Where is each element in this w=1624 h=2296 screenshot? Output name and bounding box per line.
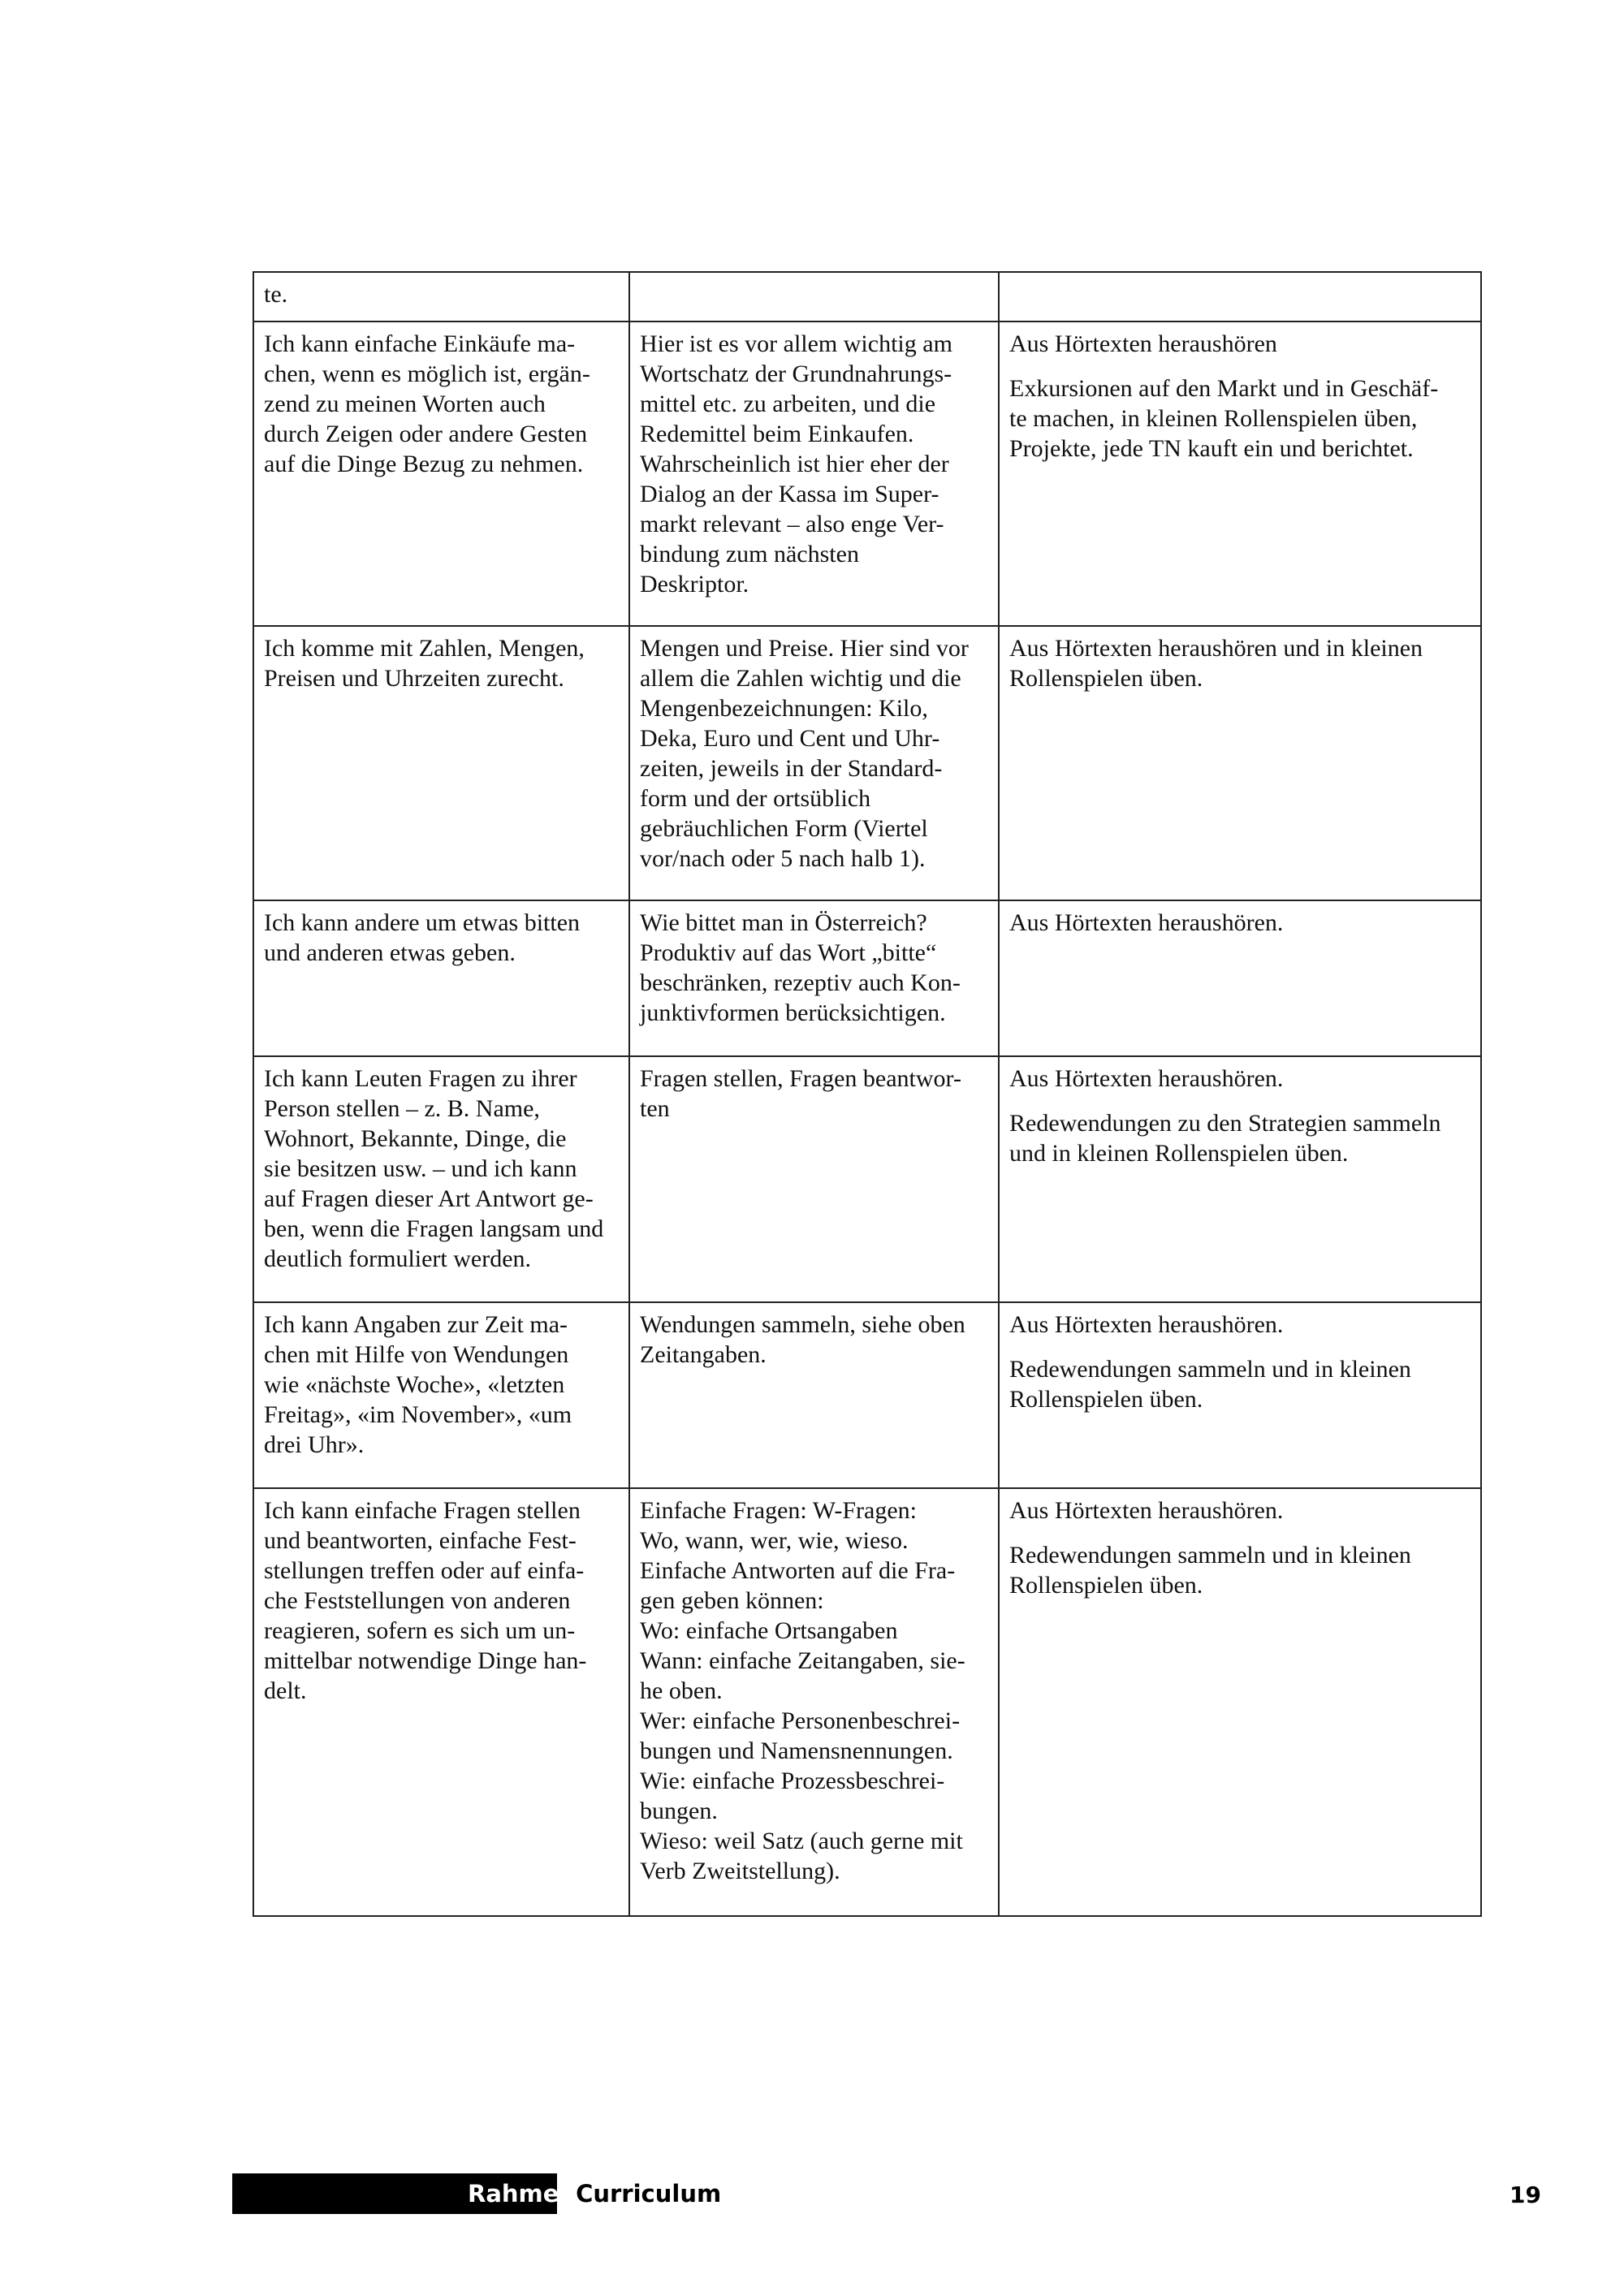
descriptor-text: Ich kann Angaben zur Zeit ma- chen mit Hilfe von Wendungen wie «nächste Woche», «letzten Freitag», «im November», «um drei Uhr».: [264, 1311, 572, 1458]
activities-cell: [999, 1302, 1481, 1488]
notes-cell: [629, 1302, 999, 1488]
notes-cell: [629, 272, 999, 322]
activities-cell: [999, 626, 1481, 900]
table-row: [253, 1056, 1481, 1302]
descriptor-cell: [253, 900, 629, 1056]
descriptor-cell: [253, 322, 629, 626]
notes-text: Hier ist es vor allem wichtig am Wortschatz der Grundnahrungs- mittel etc. zu arbeiten, und die Redemittel beim Einkaufen. Wahrscheinlich ist hier eher der Dialog an der Kassa im Super- markt relevant – also enge Ver- bindung zum nächsten Deskriptor.: [640, 330, 952, 598]
activities-cell: [999, 1488, 1481, 1916]
table-row: [253, 1302, 1481, 1488]
curriculum-table: [253, 271, 1482, 1917]
table-row: [253, 626, 1481, 900]
notes-cell: [629, 626, 999, 900]
notes-text: Mengen und Preise. Hier sind vor allem die Zahlen wichtig und die Mengenbezeichnungen: Kilo, Deka, Euro und Cent und Uhr- zeiten, jeweils in der Standard- form und der ortsüblich gebräuchlichen Form (Viertel vor/nach oder 5 nach halb 1).: [640, 635, 969, 872]
notes-text: Fragen stellen, Fragen beantwor- ten: [640, 1065, 961, 1122]
activity-text: Redewendungen sammeln und in kleinen Rollenspielen üben.: [1009, 1542, 1411, 1599]
brand-part1: Rahmen: [468, 2180, 577, 2208]
notes-cell: [629, 322, 999, 626]
descriptor-cell: [253, 626, 629, 900]
descriptor-cell: [253, 272, 629, 322]
activities-cell: [999, 900, 1481, 1056]
notes-cell: [629, 1056, 999, 1302]
descriptor-text: te.: [264, 281, 288, 308]
activity-text: Redewendungen sammeln und in kleinen Rollenspielen üben.: [1009, 1356, 1411, 1413]
notes-text: Wendungen sammeln, siehe oben Zeitangaben.: [640, 1311, 965, 1368]
activity-text: Aus Hörtexten heraushören.: [1009, 1497, 1284, 1524]
activity-text: Exkursionen auf den Markt und in Geschäf- te machen, in kleinen Rollenspielen üben, Projekte, jede TN kauft ein und berichtet.: [1009, 375, 1439, 462]
descriptor-text: Ich kann einfache Einkäufe ma- chen, wenn es möglich ist, ergän- zend zu meinen Worten auch durch Zeigen oder andere Gesten auf die Dinge Bezug zu nehmen.: [264, 330, 590, 477]
notes-cell: [629, 1488, 999, 1916]
descriptor-text: Ich kann andere um etwas bitten und anderen etwas geben.: [264, 909, 581, 966]
brand-part2: Curriculum: [576, 2180, 722, 2208]
activity-text: Aus Hörtexten heraushören: [1009, 330, 1277, 357]
activity-text: Redewendungen zu den Strategien sammeln und in kleinen Rollenspielen üben.: [1009, 1110, 1441, 1167]
activities-cell: [999, 272, 1481, 322]
activities-cell: [999, 1056, 1481, 1302]
brand-logo: [468, 2180, 721, 2208]
page-number: 19: [1510, 2182, 1541, 2208]
descriptor-text: Ich kann Leuten Fragen zu ihrer Person stellen – z. B. Name, Wohnort, Bekannte, Dinge, die sie besitzen usw. – und ich kann auf Fragen dieser Art Antwort ge- ben, wenn die Fragen langsam und deutlich formuliert werden.: [264, 1065, 604, 1272]
table-row: [253, 272, 1481, 322]
activity-text: Aus Hörtexten heraushören.: [1009, 909, 1284, 936]
activity-text: Aus Hörtexten heraushören und in kleinen Rollenspielen üben.: [1009, 635, 1423, 692]
activity-text: Aus Hörtexten heraushören.: [1009, 1311, 1284, 1338]
descriptor-text: Ich komme mit Zahlen, Mengen, Preisen und Uhrzeiten zurecht.: [264, 635, 585, 692]
table-row: [253, 1488, 1481, 1916]
notes-text: Wie bittet man in Österreich? Produktiv auf das Wort „bitte“ beschränken, rezeptiv auch Kon- junktivformen berücksichtigen.: [640, 909, 961, 1026]
descriptor-text: Ich kann einfache Fragen stellen und beantworten, einfache Fest- stellungen treffen oder auf einfa- che Feststellungen von anderen reagieren, sofern es sich um un- mittelbar notwendige Dinge han- delt.: [264, 1497, 587, 1704]
notes-cell: [629, 900, 999, 1056]
table-row: [253, 900, 1481, 1056]
descriptor-cell: [253, 1302, 629, 1488]
descriptor-cell: [253, 1056, 629, 1302]
descriptor-cell: [253, 1488, 629, 1916]
notes-text: Einfache Fragen: W-Fragen: Wo, wann, wer, wie, wieso. Einfache Antworten auf die Fra- gen geben können: Wo: einfache Ortsangaben Wann: einfache Zeitangaben, sie- he oben. Wer: einfache Personenbeschrei- bungen und Namensnennungen. Wie: einfache Prozessbeschrei- bungen. Wieso: weil Satz (auch gerne mit Verb Zweitstellung).: [640, 1497, 965, 1884]
page-footer: [232, 2173, 1590, 2214]
activity-text: Aus Hörtexten heraushören.: [1009, 1065, 1284, 1092]
table-row: [253, 322, 1481, 626]
activities-cell: [999, 322, 1481, 626]
